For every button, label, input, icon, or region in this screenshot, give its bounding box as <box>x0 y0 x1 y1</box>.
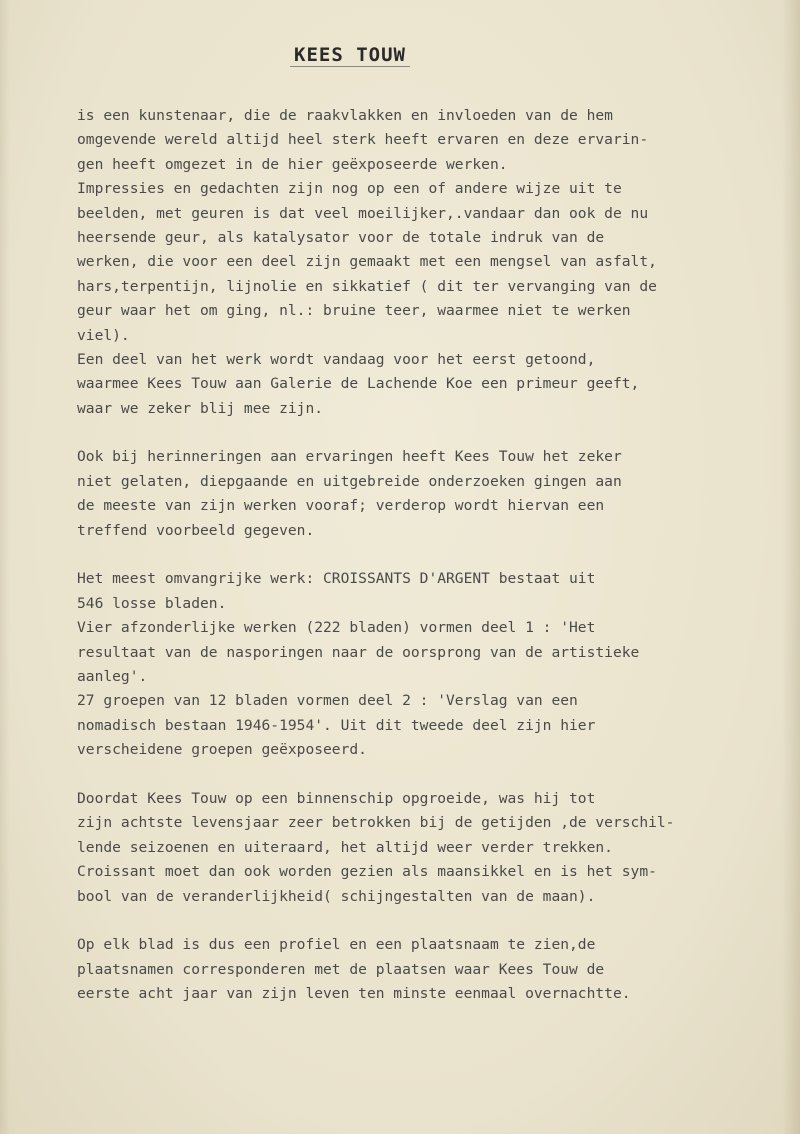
text-line: lende seizoenen en uiteraard, het altijd weer verder trekken. <box>77 838 613 856</box>
paragraph <box>77 445 777 543</box>
paragraph <box>77 104 777 421</box>
paragraph <box>77 787 777 909</box>
text-line: plaatsnamen corresponderen met de plaatsen waar Kees Touw de <box>77 960 605 978</box>
text-line: 546 losse bladen. <box>77 594 227 612</box>
text-line: verscheidene groepen geëxposeerd. <box>77 741 367 759</box>
text-line: Croissant moet dan ook worden gezien als maansikkel en is het sym- <box>77 863 657 881</box>
text-line: aanleg'. <box>77 667 148 685</box>
paragraph <box>77 567 777 762</box>
text-line: de meeste van zijn werken vooraf; verderop wordt hiervan een <box>77 497 605 515</box>
text-line: beelden, met geuren is dat veel moeilijker,.vandaar dan ook de nu <box>77 204 649 222</box>
text-line: 27 groepen van 12 bladen vormen deel 2 : 'Verslag van een <box>77 692 578 710</box>
text-line: waarmee Kees Touw aan Galerie de Lachende Koe een primeur geeft, <box>77 375 640 393</box>
text-line: werken, die voor een deel zijn gemaakt met een mengsel van asfalt, <box>77 253 657 271</box>
text-line: Het meest omvangrijke werk: CROISSANTS D'ARGENT bestaat uit <box>77 570 596 588</box>
document-body <box>77 104 777 1006</box>
document-title-text: KEES TOUW <box>290 44 410 67</box>
paragraph-gap <box>77 763 777 787</box>
text-line: heersende geur, als katalysator voor de totale indruk van de <box>77 228 605 246</box>
paragraph-gap <box>77 909 777 933</box>
text-line: viel). <box>77 326 130 344</box>
page-edge-right <box>782 0 800 1134</box>
text-line: Ook bij herinneringen aan ervaringen heeft Kees Touw het zeker <box>77 448 622 466</box>
text-line: bool van de veranderlijkheid( schijngestalten van de maan). <box>77 887 596 905</box>
paragraph-gap <box>77 543 777 567</box>
text-line: eerste acht jaar van zijn leven ten minste eenmaal overnachtte. <box>77 985 631 1003</box>
text-line: hars,terpentijn, lijnolie en sikkatief ( dit ter vervanging van de <box>77 277 657 295</box>
text-line: geur waar het om ging, nl.: bruine teer, waarmee niet te werken <box>77 302 631 320</box>
paragraph-gap <box>77 421 777 445</box>
text-line: niet gelaten, diepgaande en uitgebreide onderzoeken gingen aan <box>77 472 622 490</box>
page-edge-left <box>0 0 10 1134</box>
text-line: zijn achtste levensjaar zeer betrokken bij de getijden ,de verschil- <box>77 814 675 832</box>
text-line: gen heeft omgezet in de hier geëxposeerde werken. <box>77 155 508 173</box>
text-line: Een deel van het werk wordt vandaag voor het eerst getoond, <box>77 350 596 368</box>
paragraph <box>77 933 777 1006</box>
text-line: omgevende wereld altijd heel sterk heeft ervaren en deze ervarin- <box>77 131 649 149</box>
text-line: Op elk blad is dus een profiel en een plaatsnaam te zien,de <box>77 936 596 954</box>
text-line: waar we zeker blij mee zijn. <box>77 399 324 417</box>
document-title <box>0 44 700 66</box>
text-line: Vier afzonderlijke werken (222 bladen) vormen deel 1 : 'Het <box>77 619 596 637</box>
text-line: nomadisch bestaan 1946-1954'. Uit dit tweede deel zijn hier <box>77 716 596 734</box>
text-line: treffend voorbeeld gegeven. <box>77 521 315 539</box>
text-line: Impressies en gedachten zijn nog op een of andere wijze uit te <box>77 180 622 198</box>
text-line: Doordat Kees Touw op een binnenschip opgroeide, was hij tot <box>77 789 596 807</box>
text-line: is een kunstenaar, die de raakvlakken en invloeden van de hem <box>77 107 613 124</box>
text-line: resultaat van de nasporingen naar de oorsprong van de artistieke <box>77 643 640 661</box>
